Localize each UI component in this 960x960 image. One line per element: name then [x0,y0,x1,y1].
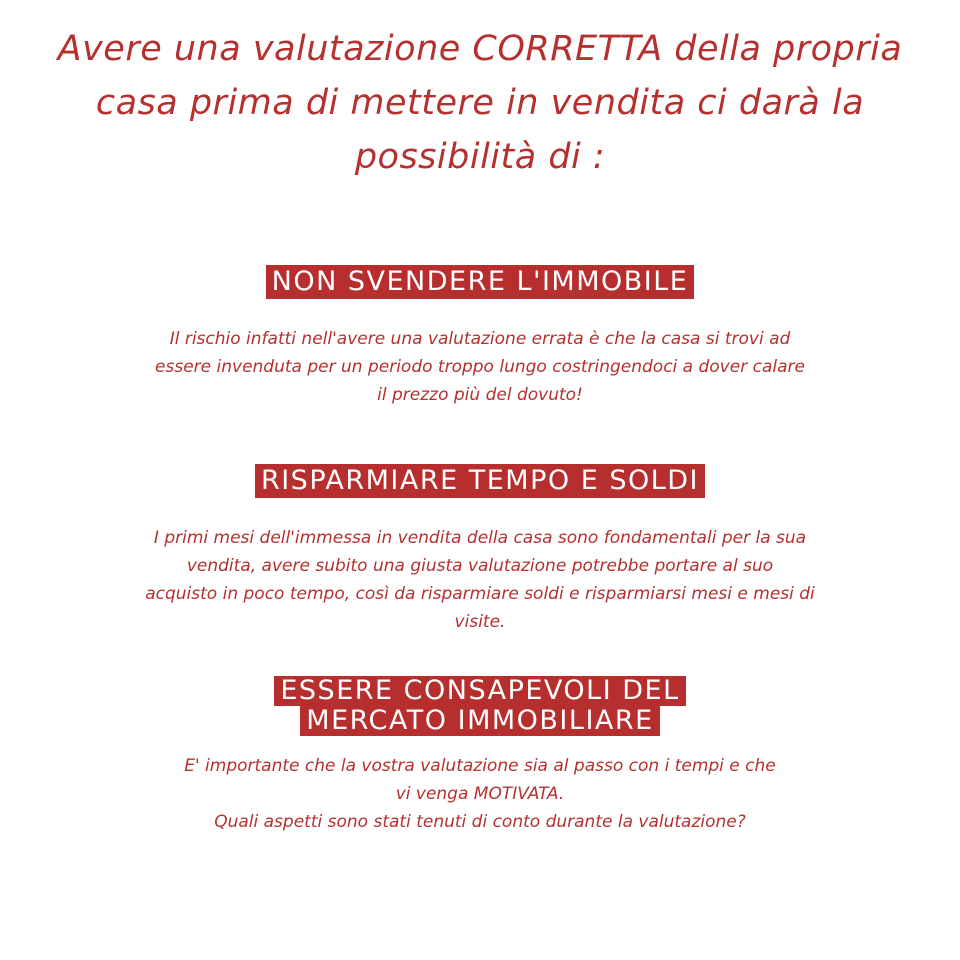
body-line: visite. [454,612,506,632]
body-line: essere invenduta per un periodo troppo lungo costringendoci a dover calare [155,357,805,377]
section-risparmiare [40,464,920,636]
body-line: Quali aspetti sono stati tenuti di conto durante la valutazione? [214,812,746,832]
title-line: casa prima di mettere in vendita ci darà la [95,83,865,123]
section-heading [274,676,685,736]
section-body [70,325,890,409]
section-body [70,752,890,836]
heading-line: MERCATO IMMOBILIARE [300,706,659,736]
title-line: possibilità di : [354,137,606,177]
body-line: acquisto in poco tempo, così da risparmiare soldi e risparmiarsi mesi e mesi di [145,584,815,604]
title-line: Avere una valutazione CORRETTA della propria [57,29,903,69]
section-heading: NON SVENDERE L'IMMOBILE [266,265,695,299]
section-heading: RISPARMIARE TEMPO E SOLDI [255,464,705,498]
body-line: vi venga MOTIVATA. [395,784,565,804]
body-line: vendita, avere subito una giusta valutazione potrebbe portare al suo [186,556,774,576]
section-consapevoli [40,676,920,836]
section-body [70,524,890,636]
body-line: E' importante che la vostra valutazione sia al passo con i tempi e che [184,756,776,776]
section-non-svendere [40,265,920,409]
page-title [20,22,940,184]
heading-line: ESSERE CONSAPEVOLI DEL [274,676,685,706]
body-line: Il rischio infatti nell'avere una valutazione errata è che la casa si trovi ad [169,329,791,349]
body-line: I primi mesi dell'immessa in vendita della casa sono fondamentali per la sua [153,528,807,548]
body-line: il prezzo più del dovuto! [377,385,583,405]
